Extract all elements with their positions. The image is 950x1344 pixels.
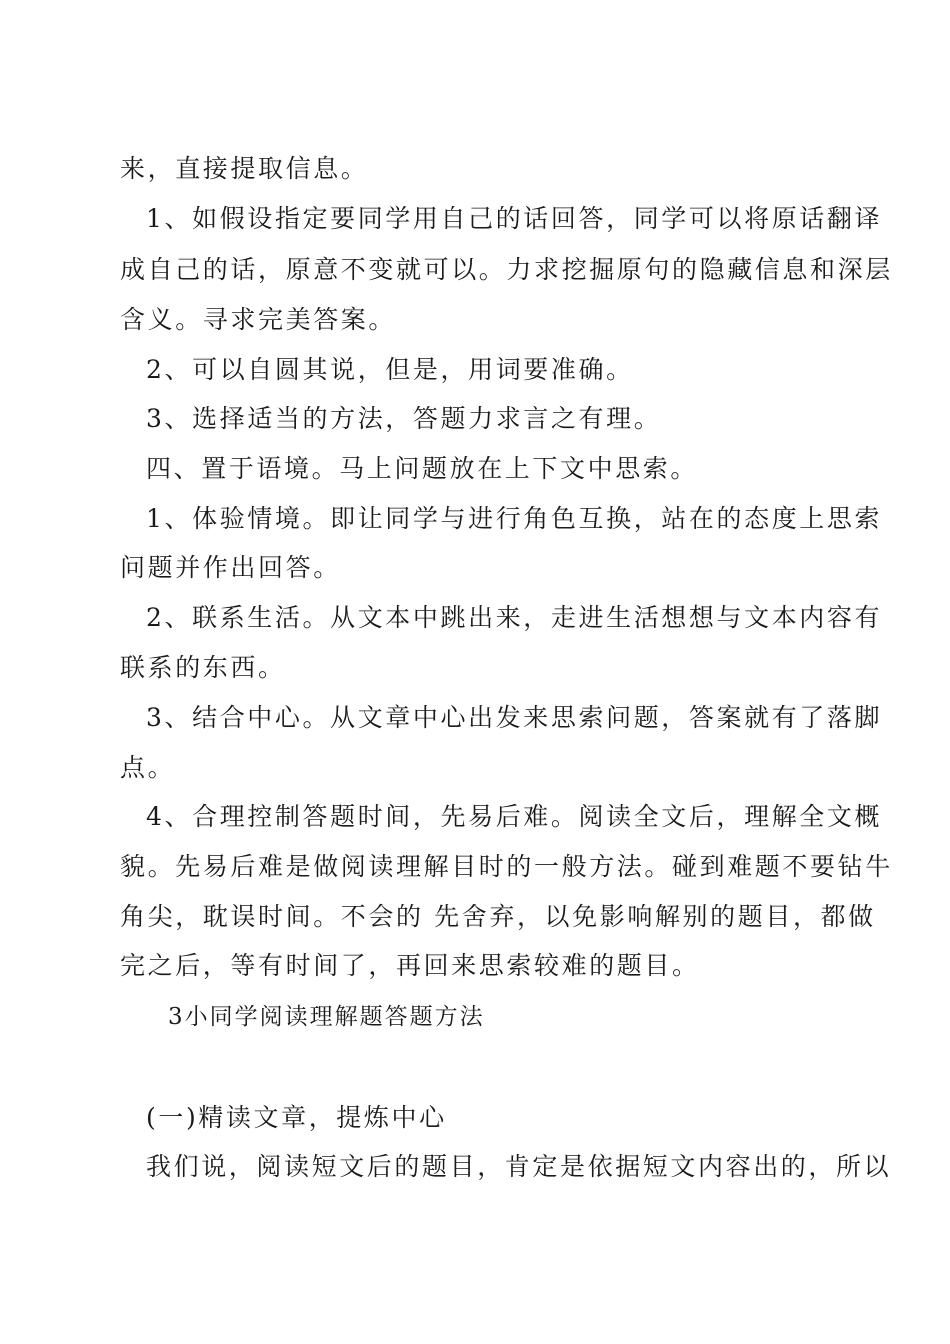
paragraph-line: 3、选择适当的方法，答题力求言之有理。: [146, 404, 662, 433]
paragraph-line: 含义。寻求完美答案。: [120, 305, 397, 334]
paragraph-line: 问题并作出回答。: [120, 553, 341, 582]
paragraph-line: 貌。先易后难是做阅读理解目时的一般方法。碰到难题不要钻牛: [120, 852, 893, 881]
paragraph-line: 来，直接提取信息。: [120, 154, 369, 183]
section-heading: 四、置于语境。马上问题放在上下文中思索。: [146, 454, 699, 483]
section-title: 3小同学阅读理解题答题方法: [168, 1004, 485, 1030]
paragraph-line: 点。: [120, 753, 176, 782]
paragraph-line: 3、结合中心。从文章中心出发来思索问题，答案就有了落脚: [146, 703, 883, 732]
paragraph-line: 4、合理控制答题时间，先易后难。阅读全文后，理解全文概: [146, 802, 883, 831]
paragraph-line: 2、可以自圆其说，但是，用词要准确。: [146, 355, 634, 384]
paragraph-line: 成自己的话，原意不变就可以。力求挖掘原句的隐藏信息和深层: [120, 255, 893, 284]
paragraph-line: 2、联系生活。从文本中跳出来，走进生活想想与文本内容有: [146, 603, 883, 632]
paragraph-line: 我们说，阅读短文后的题目，肯定是依据短文内容出的，所以: [146, 1152, 892, 1181]
paragraph-line: 完之后，等有时间了，再回来思索较难的题目。: [120, 951, 700, 980]
paragraph-line: 1、如假设指定要同学用自己的话回答，同学可以将原话翻译: [146, 204, 883, 233]
paragraph-line: 联系的东西。: [120, 653, 286, 682]
paragraph-line: 角尖，耽误时间。不会的 先舍弃，以免影响解别的题目，都做: [120, 902, 876, 931]
paragraph-line: 1、体验情境。即让同学与进行角色互换，站在的态度上思索: [146, 504, 883, 533]
subsection-heading: (一)精读文章，提炼中心: [146, 1103, 447, 1132]
